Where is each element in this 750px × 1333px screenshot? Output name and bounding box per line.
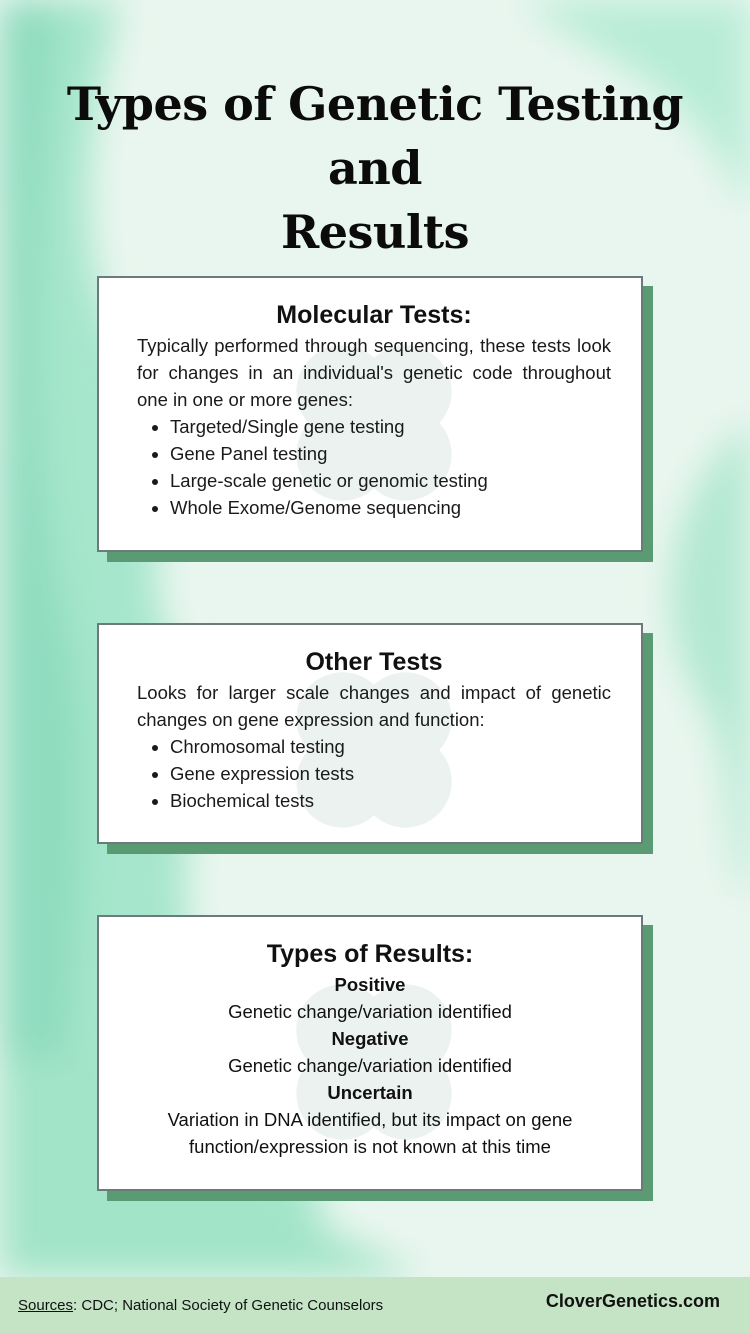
molecular-tests-list bbox=[137, 413, 611, 521]
other-tests-list bbox=[137, 733, 611, 814]
list-item: • Whole Exome/Genome sequencing bbox=[170, 494, 611, 521]
title-line-3: Results bbox=[281, 205, 469, 259]
sources-label: Sources bbox=[18, 1297, 74, 1314]
result-uncertain-text: Variation in DNA identified, but its impact on gene function/expression is not known at this time bbox=[167, 1109, 573, 1157]
molecular-tests-card bbox=[97, 276, 643, 552]
molecular-tests-description: Typically performed through sequencing, these tests look for changes in an individual's genetic code throughout one in one or more genes: bbox=[137, 335, 611, 410]
molecular-tests-heading: Molecular Tests: bbox=[276, 301, 472, 329]
result-negative-label: Negative bbox=[331, 1028, 409, 1049]
types-of-results-heading: Types of Results: bbox=[266, 940, 474, 968]
list-item: • Biochemical tests bbox=[170, 787, 611, 814]
other-tests-card bbox=[97, 623, 643, 844]
list-item: • Gene Panel testing bbox=[170, 440, 611, 467]
page-title bbox=[0, 72, 750, 264]
sources-citation bbox=[18, 1297, 383, 1314]
website-name: CloverGenetics.com bbox=[545, 1291, 720, 1311]
result-uncertain-label: Uncertain bbox=[327, 1082, 413, 1103]
footer-bar bbox=[0, 1277, 750, 1333]
result-negative-text: Genetic change/variation identified bbox=[228, 1055, 512, 1076]
title-line-1: Types of Genetic Testing bbox=[66, 77, 684, 131]
card-panel bbox=[97, 915, 643, 1191]
result-positive-text: Genetic change/variation identified bbox=[228, 1001, 512, 1022]
list-item: • Large-scale genetic or genomic testing bbox=[170, 467, 611, 494]
card-panel bbox=[97, 623, 643, 844]
list-item: • Gene expression tests bbox=[170, 760, 611, 787]
other-tests-heading: Other Tests bbox=[305, 648, 443, 676]
list-item: • Chromosomal testing bbox=[170, 733, 611, 760]
sources-text: : CDC; National Society of Genetic Counselors bbox=[73, 1297, 384, 1314]
list-item: • Targeted/Single gene testing bbox=[170, 413, 611, 440]
result-positive-label: Positive bbox=[334, 974, 406, 995]
types-of-results-card bbox=[97, 915, 643, 1191]
card-panel bbox=[97, 276, 643, 552]
other-tests-description: Looks for larger scale changes and impact of genetic changes on gene expression and function: bbox=[137, 682, 611, 730]
title-line-2: and bbox=[328, 141, 422, 195]
